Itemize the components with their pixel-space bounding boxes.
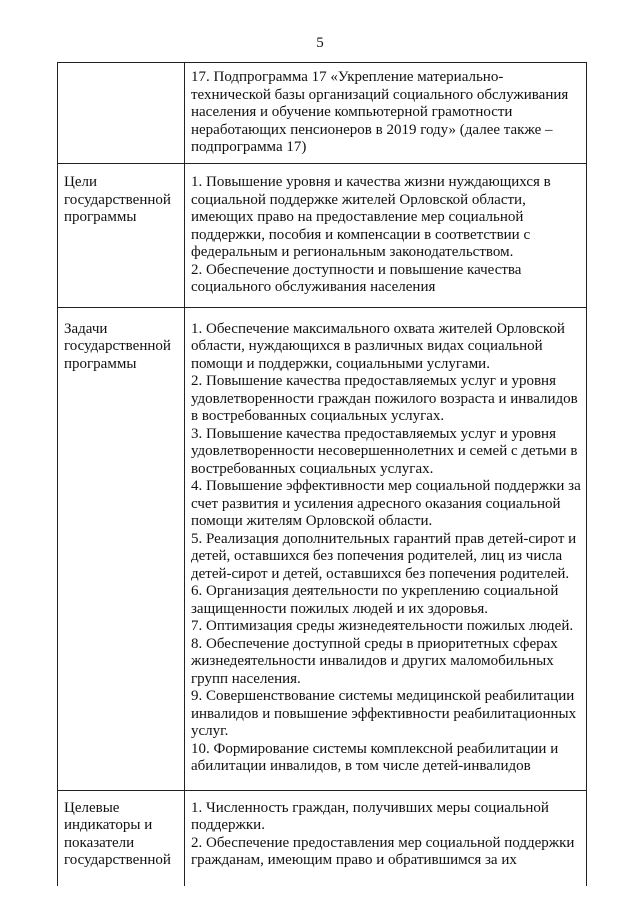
row-label xyxy=(58,63,185,164)
program-passport-table xyxy=(57,62,587,886)
goal-item: 1. Повышение уровня и качества жизни нуждающихся в социальной поддержке жителей Орловской области, имеющих право на предоставление мер социальной поддержки, пособия и компенсации в соответствии с федеральным и региональным законодательством. xyxy=(191,174,551,260)
task-item: 8. Обеспечение доступной среды в приоритетных сферах жизнедеятельности инвалидов и других маломобильных групп населения. xyxy=(191,635,558,687)
indicator-item: 2. Обеспечение предоставления мер социальной поддержки гражданам, имеющим право и обратившимся за их xyxy=(191,834,575,868)
task-item: 5. Реализация дополнительных гарантий прав детей-сирот и детей, оставшихся без попечения родителей, лиц из числа детей-сирот и детей, оставшихся без попечения родителей. xyxy=(191,530,577,582)
goal-item: 2. Обеспечение доступности и повышение качества социального обслуживания населения xyxy=(191,261,522,295)
task-item: 1. Обеспечение максимального охвата жителей Орловской области, нуждающихся в различных видах социальной помощи и поддержки, социальными услугами. xyxy=(191,320,565,372)
row-label-goals: Цели государственной программы xyxy=(58,164,185,308)
task-item: 3. Повышение качества предоставляемых услуг и уровня удовлетворенности несовершеннолетних и семей с детьми в востребованных социальных услугах. xyxy=(191,425,578,477)
task-item: 7. Оптимизация среды жизнедеятельности пожилых людей. xyxy=(191,618,574,634)
row-content-indicators xyxy=(185,790,587,886)
table-row-goals xyxy=(58,164,587,308)
row-content-tasks xyxy=(185,307,587,790)
row-label-tasks: Задачи государственной программы xyxy=(58,307,185,790)
task-item: 2. Повышение качества предоставляемых услуг и уровня удовлетворенности граждан пожилого возраста и инвалидов в востребованных социальных услугах. xyxy=(191,373,578,424)
table-row-subprogram-17 xyxy=(58,63,587,164)
task-item: 10. Формирование системы комплексной реабилитации и абилитации инвалидов, в том числе детей-инвалидов xyxy=(191,740,559,774)
task-item: 6. Организация деятельности по укреплению социальной защищенности пожилых людей и их здоровья. xyxy=(191,583,559,617)
table-row-tasks xyxy=(58,307,587,790)
page-number: 5 xyxy=(316,35,324,51)
row-content-goals xyxy=(185,164,587,308)
subprogram-17-item: 17. Подпрограмма 17 «Укрепление материально-технической базы организаций социального обслуживания населения и обучение компьютерной грамотности неработающих пенсионеров в 2019 году» (далее также – подпрограмма 17) xyxy=(191,69,569,155)
task-item: 9. Совершенствование системы медицинской реабилитации инвалидов и повышение эффективности реабилитационных услуг. xyxy=(191,688,577,739)
row-content xyxy=(185,63,587,164)
indicator-item: 1. Численность граждан, получивших меры социальной поддержки. xyxy=(191,799,549,833)
task-item: 4. Повышение эффективности мер социальной поддержки за счет развития и усиления адресного оказания социальной помощи жителям Орловской области. xyxy=(191,478,581,529)
row-label-indicators: Целевые индикаторы и показатели государственной xyxy=(58,790,185,886)
table-row-indicators xyxy=(58,790,587,886)
